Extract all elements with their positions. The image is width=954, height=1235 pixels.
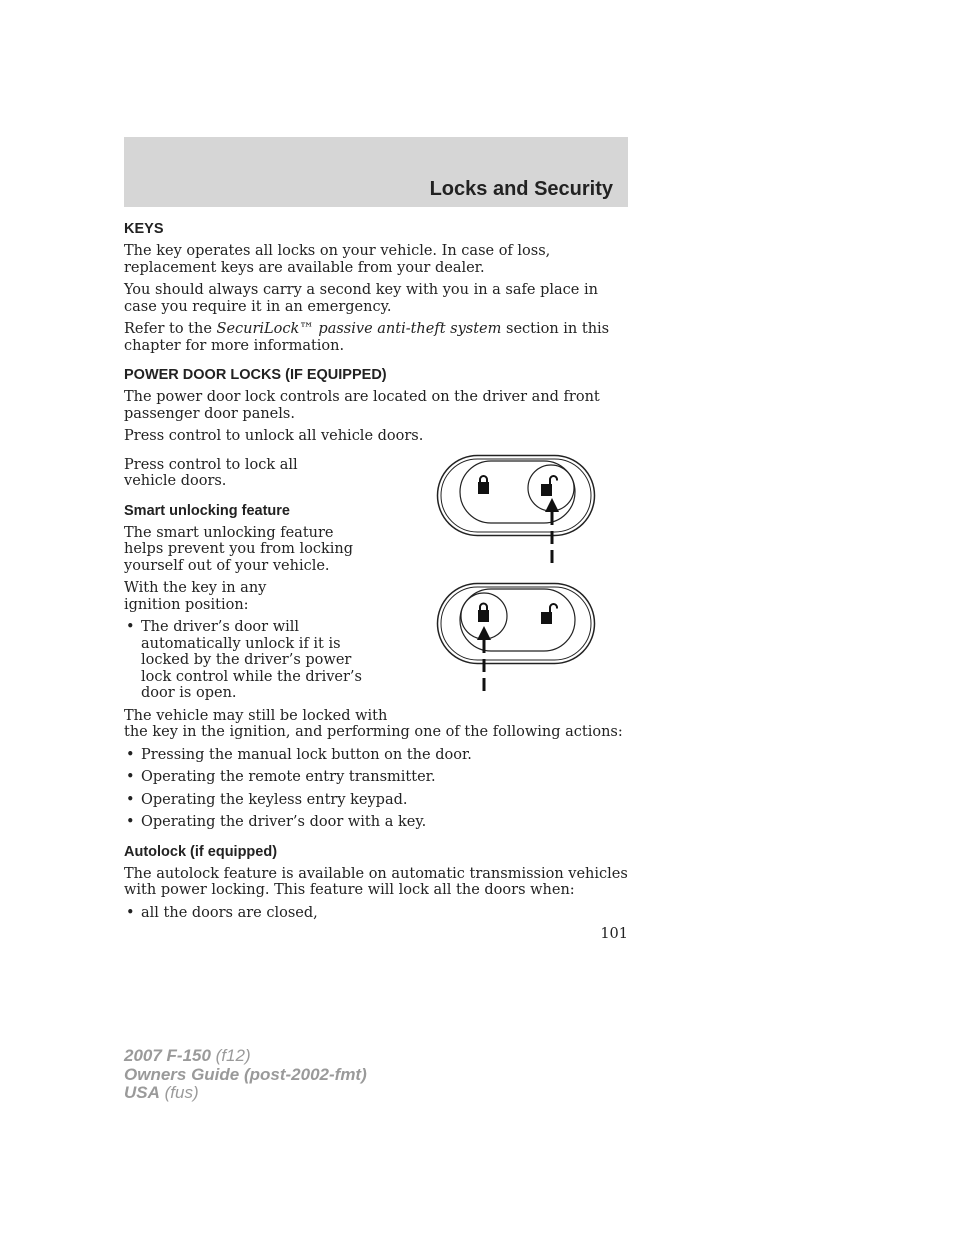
autolock-heading: Autolock (if equipped) bbox=[124, 843, 278, 860]
keys-paragraph-3 bbox=[124, 321, 628, 354]
list-item: • Pressing the manual lock button on the door. bbox=[124, 747, 628, 764]
smart-unlocking-paragraph-1: The smart unlocking feature helps prevent you from locking yourself out of your vehicle. bbox=[124, 524, 354, 574]
keys-heading: KEYS bbox=[124, 221, 164, 237]
power-locks-paragraph-1: The power door lock controls are located on the driver and front passenger door panels. bbox=[124, 389, 600, 422]
switch-rocker bbox=[460, 589, 575, 651]
list-item: • Operating the remote entry transmitter. bbox=[124, 769, 628, 786]
smart-unlocking-paragraph-2: With the key in any ignition position: bbox=[124, 580, 267, 613]
footer-model: 2007 F-150 bbox=[124, 1046, 211, 1065]
footer-guide: Owners Guide (post-2002-fmt) bbox=[124, 1064, 367, 1084]
lock-control-illustration bbox=[436, 582, 596, 694]
power-locks-paragraph-2: Press control to unlock all vehicle doors. bbox=[124, 428, 424, 444]
lock-icon bbox=[478, 476, 489, 494]
list-item: • Operating the driver’s door with a key. bbox=[124, 814, 628, 831]
keys-p3-text-b: section in this chapter for more information. bbox=[124, 321, 610, 354]
securilock-reference: SecuriLock™ passive anti-theft system bbox=[216, 321, 502, 337]
lock-icon bbox=[478, 604, 489, 623]
footer-line-2 bbox=[124, 1066, 367, 1085]
unlock-icon bbox=[541, 604, 557, 624]
header-band bbox=[124, 137, 628, 207]
footer-model-code: (f12) bbox=[210, 1046, 251, 1065]
smart-unlocking-bullets bbox=[124, 619, 380, 702]
section-title: Locks and Security bbox=[429, 178, 613, 200]
arrow-head bbox=[477, 626, 491, 640]
switch-bezel-inner bbox=[441, 459, 591, 532]
power-locks-heading: POWER DOOR LOCKS (IF EQUIPPED) bbox=[124, 367, 387, 383]
switch-bezel-inner bbox=[441, 587, 591, 660]
footer-market: USA bbox=[124, 1083, 160, 1102]
list-item: • The driver’s door will automatically unlock if it is locked by the driver’s power lock control while the driver’s door is open. bbox=[124, 619, 380, 702]
page-content bbox=[124, 220, 628, 927]
list-item: • Operating the keyless entry keypad. bbox=[124, 792, 628, 809]
unlock-control-illustration bbox=[436, 454, 596, 566]
smart-unlocking-paragraph-3 bbox=[124, 708, 628, 741]
power-locks-paragraph-3: Press control to lock all vehicle doors. bbox=[124, 456, 298, 489]
switch-rocker bbox=[460, 461, 575, 523]
keys-p3-text-a: Refer to the bbox=[124, 321, 217, 337]
footer-line-3 bbox=[124, 1084, 367, 1103]
footer-line-1 bbox=[124, 1047, 367, 1066]
footer-market-code: (fus) bbox=[159, 1083, 199, 1102]
autolock-bullets bbox=[124, 905, 628, 922]
keys-paragraph-2: You should always carry a second key with you in a safe place in case you require it in an emergency. bbox=[124, 282, 598, 315]
autolock-paragraph-1: The autolock feature is available on automatic transmission vehicles with power locking. This feature will lock all the doors when: bbox=[124, 865, 628, 898]
keys-paragraph-1: The key operates all locks on your vehicle. In case of loss, replacement keys are available from your dealer. bbox=[124, 243, 551, 276]
smart-unlocking-heading: Smart unlocking feature bbox=[124, 502, 290, 519]
arrow-head bbox=[545, 498, 559, 512]
unlock-icon bbox=[541, 476, 557, 496]
smart-p3-line-1: The vehicle may still be locked with bbox=[124, 707, 388, 724]
list-item: • all the doors are closed, bbox=[124, 905, 628, 922]
document-footer bbox=[124, 1047, 367, 1103]
page-number: 101 bbox=[600, 926, 628, 942]
smart-p3-line-rest: the key in the ignition, and performing one of the following actions: bbox=[124, 724, 623, 740]
lock-actions-list bbox=[124, 747, 628, 831]
